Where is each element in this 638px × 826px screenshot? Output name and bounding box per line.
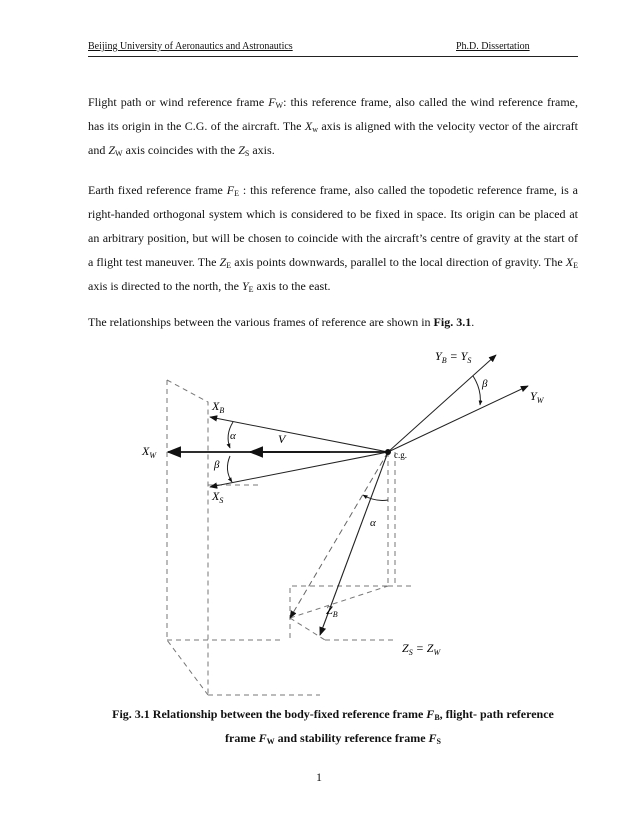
p2-sub-E4: E <box>248 285 254 294</box>
p1-text-1: Flight path or wind reference frame <box>88 95 269 109</box>
p2-symbol-X: X <box>565 255 574 269</box>
beta-arc-top <box>473 376 480 405</box>
caption-line2-text-2: and stability reference frame <box>274 731 429 745</box>
caption-sub-W: W <box>266 737 275 746</box>
p1-symbol-X: X <box>304 119 313 133</box>
p1-text-4: axis coincides with the <box>122 143 239 157</box>
p2-text-5: axis to the east. <box>253 279 331 293</box>
xb-axis <box>210 417 388 452</box>
label-xb: $X_B$ <box>212 399 225 415</box>
beta-arc-left <box>227 456 232 482</box>
page-header <box>88 38 578 57</box>
p1-text-2: : this reference frame, also called the wind reference frame, has its origin in the C.G. of the aircraft. The <box>88 95 578 133</box>
p1-sub-w: w <box>312 125 318 134</box>
label-yb-ys: $Y_B = Y_S$ <box>435 350 472 365</box>
p2-sub-E: E <box>234 189 239 198</box>
caption-sub-B: B <box>434 713 440 722</box>
label-alpha-bottom: α <box>370 517 376 529</box>
label-beta-top: β <box>482 378 488 390</box>
p2-symbol-F: F <box>226 183 235 197</box>
header-institution: Beijing University of Aeronautics and Astronautics <box>88 41 293 52</box>
yw-axis <box>388 386 528 452</box>
p2-text-2: : this reference frame, also called the topodetic reference frame, is a right-handed orthogonal system which is considered to be fixed in space. Its origin can be placed at an arbitrary position, but will be chosen to coincide with the aircraft’s centre of gravity at the start of a flight test maneuver. The <box>88 183 578 269</box>
reference-frames-figure <box>130 350 550 700</box>
label-alpha-left: α <box>230 430 236 442</box>
p2-text-4: axis is directed to the north, the <box>88 279 242 293</box>
label-zb: $Z_B$ <box>326 603 338 619</box>
caption-symbol-FW: F <box>258 731 267 745</box>
paragraph-wind-frame <box>88 90 578 162</box>
xs-axis <box>210 452 388 487</box>
p1-symbol-F: F <box>268 95 276 109</box>
label-yw: $Y_W$ <box>530 389 544 405</box>
paragraph-earth-frame <box>88 178 578 298</box>
p2-symbol-Z: Z <box>219 255 227 269</box>
label-cg: c.g. <box>394 450 407 460</box>
label-v: V <box>278 432 286 446</box>
caption-symbol-FB: F <box>426 707 435 721</box>
p2-text-1: Earth fixed reference frame <box>88 183 227 197</box>
p3-text-2: . <box>471 315 475 329</box>
dashed-reference-box <box>167 380 412 695</box>
p1-sub-W: W <box>275 101 284 110</box>
label-beta-left: β <box>214 459 220 471</box>
caption-symbol-FS: F <box>428 731 437 745</box>
label-zs-zw: $Z_S = Z_W$ <box>402 641 441 657</box>
p2-sub-E3: E <box>573 261 578 270</box>
caption-sub-S: S <box>436 737 441 746</box>
zb-axis <box>290 452 388 618</box>
p2-sub-E2: E <box>226 261 232 270</box>
p1-text-5: axis. <box>249 143 275 157</box>
center-of-gravity-point <box>385 449 391 455</box>
p1-symbol-Z2: Z <box>238 143 245 157</box>
p2-symbol-Y: Y <box>241 279 249 293</box>
caption-line1-text-2: , flight- path reference <box>439 707 554 721</box>
alpha-arc-bottom <box>363 495 388 500</box>
p1-symbol-Z: Z <box>108 143 116 157</box>
p1-text-3: axis is aligned with the velocity vector of the aircraft and <box>88 119 578 157</box>
paragraph-figure-reference <box>88 310 578 334</box>
figure-reference-link[interactable]: Fig. 3.1 <box>433 315 472 329</box>
label-xs: $X_S$ <box>212 489 224 505</box>
p2-text-3: axis points downwards, parallel to the local direction of gravity. The <box>231 255 566 269</box>
figure-caption <box>88 702 578 750</box>
header-document-type: Ph.D. Dissertation <box>456 41 530 52</box>
p1-sub-W2: W <box>115 149 123 158</box>
caption-line1-text-1: Fig. 3.1 Relationship between the body-fixed reference frame <box>112 707 427 721</box>
p1-sub-S: S <box>244 149 250 158</box>
p3-text-1: The relationships between the various frames of reference are shown in <box>88 315 434 329</box>
caption-line2-text-1: frame <box>225 731 259 745</box>
page-number: 1 <box>316 770 322 784</box>
label-xw: $X_W$ <box>142 444 157 460</box>
